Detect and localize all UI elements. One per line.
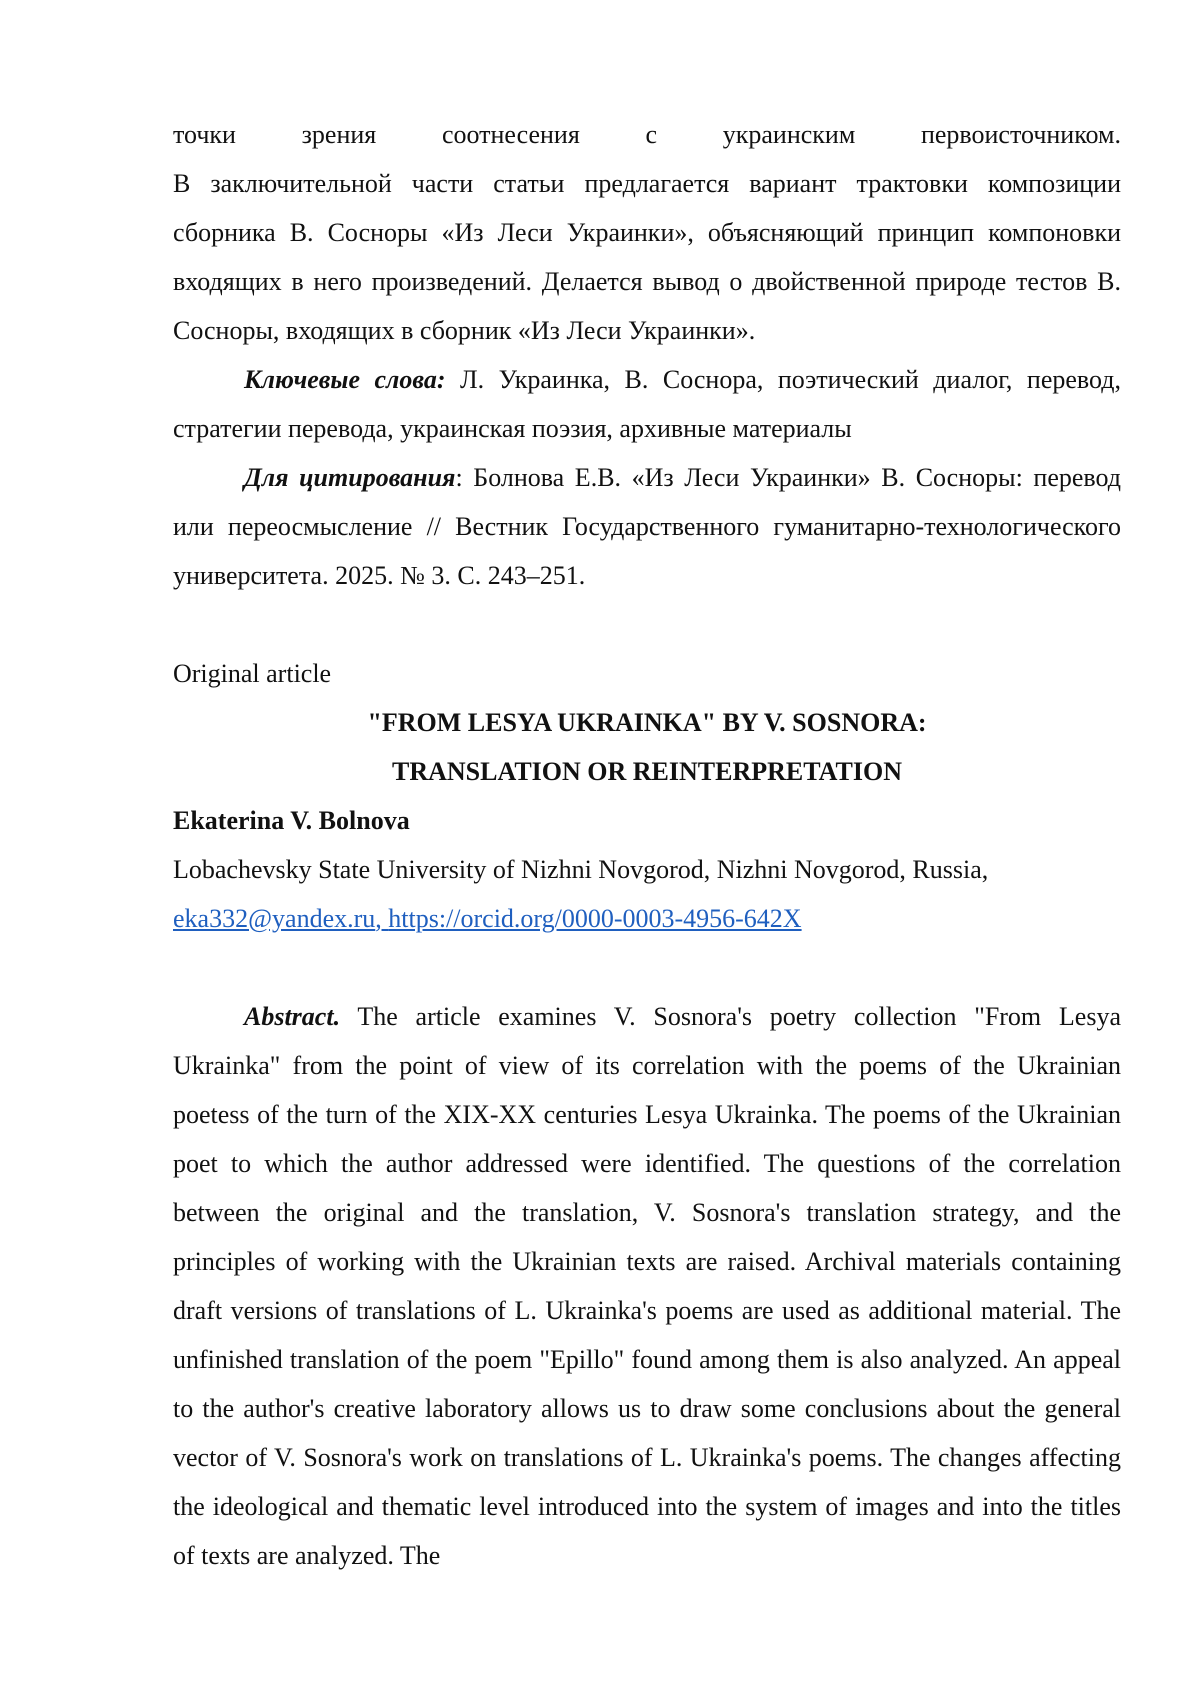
abstract-label: Abstract. [244,1002,340,1031]
abstract-text: The article examines V. Sosnora's poetry collection "From Lesya Ukrainka" from the point of view of its correlation with the poems of the Ukrainian poetess of the turn of the XIX-XX centuries Lesya Ukrainka. The poems of the Ukrainian poet to which the author addressed were identified. The questions of the correlation between the original and the translation, V. Sosnora's translation strategy, and the principles of working with the Ukrainian texts are raised. Archival materials containing draft versions of translations of L. Ukrainka's poems are used as additional material. The unfinished translation of the poem "Epillo" found among them is also analyzed. An appeal to the author's creative laboratory allows us to draw some conclusions about the general vector of V. Sosnora's work on translations of L. Ukrainka's poems. The changes affecting the ideological and thematic level introduced into the system of images and into the titles of texts are analyzed. The [173,1002,1121,1570]
author-contacts [173,894,1121,943]
email-link[interactable]: eka332@yandex.ru [173,904,375,933]
article-page [173,110,1121,1580]
title-line-1: "FROM LESYA UKRAINKA" BY V. SOSNORA: [173,698,1121,747]
keywords-label: Ключевые слова: [244,365,445,394]
orcid-link[interactable]: https://orcid.org/0000-0003-4956-642X [388,904,801,933]
citation-paragraph [173,453,1121,600]
keywords-text: Л. Украинка, В. Соснора, поэтический диалог, перевод, стратегии перевода, украинская поэзия, архивные материалы [173,365,1121,443]
citation-text: : Болнова Е.В. «Из Леси Украинки» В. Сосноры: перевод или переосмысление // Вестник Государственного гуманитарно-технологического университета. 2025. № 3. С. 243–251. [173,463,1121,590]
ru-abstract-text: В заключительной части статьи предлагается вариант трактовки композиции сборника В. Сосноры «Из Леси Украинки», объясняющий принцип компоновки входящих в него произведений. Делается вывод о двойственной природе тестов В. Сосноры, входящих в сборник «Из Леси Украинки». [173,159,1121,355]
en-abstract-paragraph [173,992,1121,1580]
ru-abstract-line-1: точки зрения соотнесения с украинским первоисточником. [173,110,1121,159]
author-name: Ekaterina V. Bolnova [173,796,1121,845]
article-type: Original article [173,649,1121,698]
title-line-2: TRANSLATION OR REINTERPRETATION [173,747,1121,796]
citation-label: Для цитирования [244,463,455,492]
author-affiliation: Lobachevsky State University of Nizhni Novgorod, Nizhni Novgorod, Russia, [173,845,1121,894]
section-gap [173,600,1121,649]
keywords-paragraph [173,355,1121,453]
section-gap-2 [173,943,1121,992]
contact-separator: , [375,904,388,933]
